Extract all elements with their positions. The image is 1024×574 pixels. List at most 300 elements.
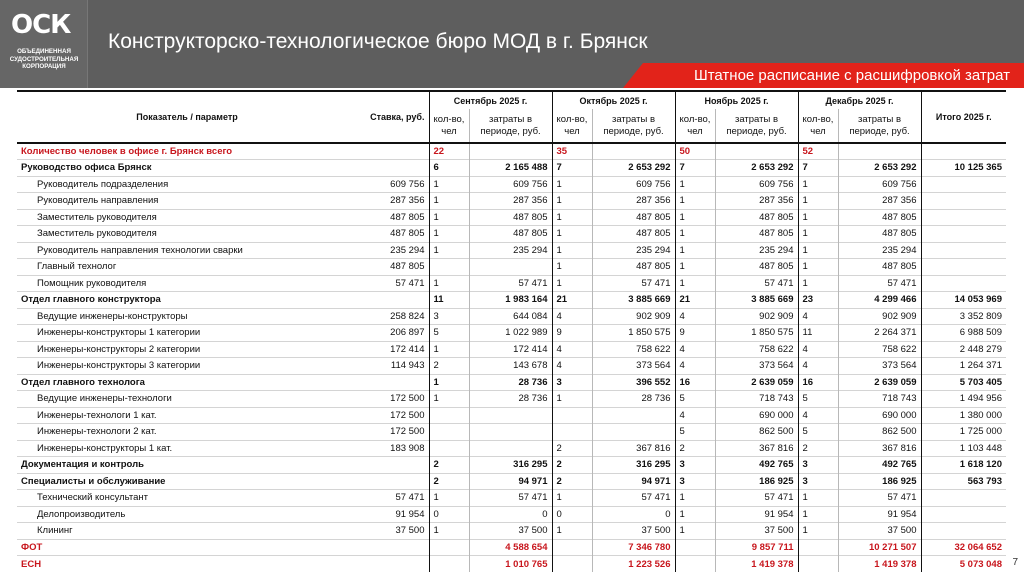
row-name: Технический консультант <box>17 490 357 507</box>
total-cell <box>921 242 1006 259</box>
count-cell: 1 <box>798 209 838 226</box>
count-cell: 1 <box>429 209 469 226</box>
table-row <box>17 490 1006 507</box>
count-cell: 4 <box>552 341 592 358</box>
cost-cell: 287 356 <box>469 193 552 210</box>
cost-cell: 487 805 <box>838 259 921 276</box>
col-month-4: Декабрь 2025 г. <box>798 91 921 109</box>
table-row <box>17 275 1006 292</box>
count-cell: 5 <box>675 424 715 441</box>
cost-cell: 91 954 <box>715 506 798 523</box>
count-cell: 1 <box>798 259 838 276</box>
count-cell: 1 <box>675 193 715 210</box>
count-cell <box>552 424 592 441</box>
cost-cell: 57 471 <box>838 275 921 292</box>
cost-cell: 37 500 <box>469 523 552 540</box>
cost-cell <box>469 259 552 276</box>
row-name: Инженеры-конструкторы 3 категории <box>17 358 357 375</box>
cost-cell: 186 925 <box>715 473 798 490</box>
cost-cell: 609 756 <box>838 176 921 193</box>
cost-cell: 235 294 <box>715 242 798 259</box>
cost-cell: 373 564 <box>715 358 798 375</box>
count-cell: 1 <box>429 226 469 243</box>
total-cell: 10 125 365 <box>921 160 1006 177</box>
count-cell: 3 <box>675 473 715 490</box>
table-row <box>17 176 1006 193</box>
count-cell: 50 <box>675 143 715 160</box>
count-cell: 1 <box>552 275 592 292</box>
row-name: Отдел главного технолога <box>17 374 357 391</box>
row-name: Главный технолог <box>17 259 357 276</box>
cost-cell <box>469 143 552 160</box>
row-name: ЕСН <box>17 556 357 573</box>
total-cell: 6 988 509 <box>921 325 1006 342</box>
count-cell: 4 <box>552 358 592 375</box>
cost-cell: 758 622 <box>592 341 675 358</box>
count-cell: 11 <box>429 292 469 309</box>
count-cell: 3 <box>429 308 469 325</box>
cost-cell: 57 471 <box>469 490 552 507</box>
cost-cell: 94 971 <box>592 473 675 490</box>
cost-cell: 487 805 <box>469 209 552 226</box>
count-cell: 1 <box>798 242 838 259</box>
rate-cell: 287 356 <box>357 193 429 210</box>
total-cell <box>921 176 1006 193</box>
count-cell: 5 <box>798 424 838 441</box>
count-cell: 0 <box>552 506 592 523</box>
cost-cell: 57 471 <box>469 275 552 292</box>
sub-count: кол-во, чел <box>798 109 838 143</box>
cost-cell: 758 622 <box>838 341 921 358</box>
count-cell: 1 <box>552 259 592 276</box>
count-cell: 35 <box>552 143 592 160</box>
table-row <box>17 391 1006 408</box>
count-cell: 2 <box>552 473 592 490</box>
count-cell: 3 <box>798 457 838 474</box>
cost-cell: 10 271 507 <box>838 539 921 556</box>
row-name: Инженеры-технологи 1 кат. <box>17 407 357 424</box>
count-cell: 1 <box>552 242 592 259</box>
total-cell: 1 380 000 <box>921 407 1006 424</box>
count-cell: 4 <box>675 358 715 375</box>
count-cell <box>552 556 592 573</box>
rate-cell: 258 824 <box>357 308 429 325</box>
total-cell: 1 264 371 <box>921 358 1006 375</box>
cost-cell: 718 743 <box>715 391 798 408</box>
count-cell: 1 <box>429 275 469 292</box>
table-row <box>17 539 1006 556</box>
count-cell: 1 <box>429 490 469 507</box>
total-cell: 1 103 448 <box>921 440 1006 457</box>
cost-cell <box>715 143 798 160</box>
rate-cell: 57 471 <box>357 490 429 507</box>
cost-cell <box>469 440 552 457</box>
sub-count: кол-во, чел <box>429 109 469 143</box>
cost-cell: 0 <box>592 506 675 523</box>
count-cell: 1 <box>675 490 715 507</box>
cost-cell: 487 805 <box>838 226 921 243</box>
table-body <box>17 143 1006 572</box>
rate-cell: 172 500 <box>357 424 429 441</box>
count-cell: 3 <box>798 473 838 490</box>
cost-cell: 3 885 669 <box>715 292 798 309</box>
total-cell: 5 073 048 <box>921 556 1006 573</box>
count-cell: 2 <box>429 457 469 474</box>
cost-cell: 2 264 371 <box>838 325 921 342</box>
cost-cell: 487 805 <box>715 209 798 226</box>
table-row <box>17 556 1006 573</box>
cost-cell: 367 816 <box>592 440 675 457</box>
count-cell: 1 <box>675 259 715 276</box>
cost-cell: 902 909 <box>838 308 921 325</box>
cost-cell: 862 500 <box>715 424 798 441</box>
cost-cell: 316 295 <box>592 457 675 474</box>
cost-cell: 28 736 <box>469 374 552 391</box>
cost-cell: 396 552 <box>592 374 675 391</box>
total-cell <box>921 193 1006 210</box>
count-cell: 1 <box>429 242 469 259</box>
table-row <box>17 523 1006 540</box>
count-cell: 4 <box>675 308 715 325</box>
total-cell: 1 618 120 <box>921 457 1006 474</box>
staffing-table <box>17 90 1006 572</box>
cost-cell: 235 294 <box>838 242 921 259</box>
count-cell: 4 <box>798 308 838 325</box>
cost-cell: 235 294 <box>592 242 675 259</box>
total-cell: 563 793 <box>921 473 1006 490</box>
sub-count: кол-во, чел <box>675 109 715 143</box>
cost-cell: 492 765 <box>715 457 798 474</box>
count-cell: 16 <box>798 374 838 391</box>
count-cell: 1 <box>675 506 715 523</box>
cost-cell: 91 954 <box>838 506 921 523</box>
count-cell: 1 <box>798 490 838 507</box>
rate-cell: 609 756 <box>357 176 429 193</box>
row-name: Количество человек в офисе г. Брянск всего <box>17 143 357 160</box>
count-cell: 16 <box>675 374 715 391</box>
cost-cell: 287 356 <box>592 193 675 210</box>
count-cell: 1 <box>429 176 469 193</box>
logo-subtitle: ОБЪЕДИНЕННАЯ СУДОСТРОИТЕЛЬНАЯ КОРПОРАЦИЯ <box>9 48 79 71</box>
rate-cell <box>357 556 429 573</box>
cost-cell: 57 471 <box>838 490 921 507</box>
count-cell <box>675 556 715 573</box>
count-cell: 1 <box>552 176 592 193</box>
count-cell: 1 <box>552 226 592 243</box>
cost-cell: 7 346 780 <box>592 539 675 556</box>
cost-cell: 287 356 <box>838 193 921 210</box>
cost-cell: 367 816 <box>715 440 798 457</box>
table-row <box>17 226 1006 243</box>
count-cell: 2 <box>552 440 592 457</box>
count-cell: 3 <box>675 457 715 474</box>
cost-cell: 316 295 <box>469 457 552 474</box>
table-row <box>17 143 1006 160</box>
table-header <box>17 91 1006 143</box>
count-cell: 4 <box>675 341 715 358</box>
cost-cell: 2 639 059 <box>715 374 798 391</box>
cost-cell <box>592 143 675 160</box>
cost-cell: 57 471 <box>592 490 675 507</box>
count-cell: 1 <box>798 193 838 210</box>
sub-cost: затраты в периоде, руб. <box>592 109 675 143</box>
count-cell: 23 <box>798 292 838 309</box>
table-row <box>17 424 1006 441</box>
count-cell: 1 <box>798 275 838 292</box>
sub-cost: затраты в периоде, руб. <box>715 109 798 143</box>
col-rate: Ставка, руб. <box>357 91 429 143</box>
total-cell: 1 725 000 <box>921 424 1006 441</box>
sub-count: кол-во, чел <box>552 109 592 143</box>
cost-cell: 487 805 <box>592 259 675 276</box>
sub-cost: затраты в периоде, руб. <box>838 109 921 143</box>
slide-header <box>0 0 1024 88</box>
count-cell: 1 <box>429 374 469 391</box>
subtitle-band <box>643 63 1024 88</box>
table-row <box>17 457 1006 474</box>
total-cell: 5 703 405 <box>921 374 1006 391</box>
rate-cell: 206 897 <box>357 325 429 342</box>
row-name: Инженеры-конструкторы 1 категории <box>17 325 357 342</box>
cost-cell: 4 588 654 <box>469 539 552 556</box>
count-cell: 1 <box>429 391 469 408</box>
row-name: Отдел главного конструктора <box>17 292 357 309</box>
total-cell <box>921 209 1006 226</box>
cost-cell: 2 639 059 <box>838 374 921 391</box>
cost-cell: 94 971 <box>469 473 552 490</box>
count-cell: 1 <box>675 242 715 259</box>
total-cell: 3 352 809 <box>921 308 1006 325</box>
rate-cell: 91 954 <box>357 506 429 523</box>
cost-cell: 758 622 <box>715 341 798 358</box>
count-cell: 4 <box>552 308 592 325</box>
cost-cell: 287 356 <box>715 193 798 210</box>
table-row <box>17 407 1006 424</box>
cost-cell: 644 084 <box>469 308 552 325</box>
row-name: Ведущие инженеры-конструкторы <box>17 308 357 325</box>
count-cell: 1 <box>798 523 838 540</box>
col-month-3: Ноябрь 2025 г. <box>675 91 798 109</box>
count-cell <box>429 259 469 276</box>
cost-cell: 57 471 <box>592 275 675 292</box>
count-cell: 5 <box>798 391 838 408</box>
row-name: Инженеры-технологи 2 кат. <box>17 424 357 441</box>
count-cell: 1 <box>552 523 592 540</box>
count-cell: 1 <box>798 176 838 193</box>
row-name: ФОТ <box>17 539 357 556</box>
row-name: Заместитель руководителя <box>17 209 357 226</box>
row-name: Специалисты и обслуживание <box>17 473 357 490</box>
cost-cell: 2 653 292 <box>592 160 675 177</box>
count-cell: 1 <box>798 226 838 243</box>
count-cell: 1 <box>675 209 715 226</box>
cost-cell: 0 <box>469 506 552 523</box>
count-cell: 1 <box>429 193 469 210</box>
table-row <box>17 374 1006 391</box>
row-name: Руководство офиса Брянск <box>17 160 357 177</box>
count-cell: 2 <box>429 358 469 375</box>
count-cell: 9 <box>552 325 592 342</box>
count-cell: 1 <box>675 226 715 243</box>
table-row <box>17 308 1006 325</box>
cost-cell: 143 678 <box>469 358 552 375</box>
count-cell <box>429 440 469 457</box>
cost-cell: 609 756 <box>469 176 552 193</box>
count-cell: 1 <box>552 391 592 408</box>
count-cell: 7 <box>552 160 592 177</box>
cost-cell: 2 165 488 <box>469 160 552 177</box>
cost-cell: 2 653 292 <box>715 160 798 177</box>
count-cell: 1 <box>552 209 592 226</box>
count-cell: 5 <box>429 325 469 342</box>
cost-cell: 28 736 <box>469 391 552 408</box>
row-name: Заместитель руководителя <box>17 226 357 243</box>
count-cell <box>552 407 592 424</box>
count-cell <box>429 556 469 573</box>
rate-cell: 114 943 <box>357 358 429 375</box>
cost-cell: 28 736 <box>592 391 675 408</box>
count-cell: 1 <box>552 193 592 210</box>
count-cell: 1 <box>675 523 715 540</box>
rate-cell: 487 805 <box>357 226 429 243</box>
total-cell <box>921 226 1006 243</box>
cost-cell: 3 885 669 <box>592 292 675 309</box>
count-cell: 5 <box>675 391 715 408</box>
row-name: Делопроизводитель <box>17 506 357 523</box>
count-cell: 1 <box>675 176 715 193</box>
cost-cell: 4 299 466 <box>838 292 921 309</box>
total-cell: 2 448 279 <box>921 341 1006 358</box>
count-cell: 1 <box>675 275 715 292</box>
cost-cell: 902 909 <box>592 308 675 325</box>
count-cell: 4 <box>798 358 838 375</box>
count-cell: 0 <box>429 506 469 523</box>
rate-cell <box>357 374 429 391</box>
col-param: Показатель / параметр <box>17 91 357 143</box>
cost-cell: 487 805 <box>469 226 552 243</box>
count-cell: 11 <box>798 325 838 342</box>
rate-cell <box>357 292 429 309</box>
count-cell: 21 <box>675 292 715 309</box>
rate-cell <box>357 160 429 177</box>
cost-cell: 609 756 <box>592 176 675 193</box>
total-cell <box>921 143 1006 160</box>
table-row <box>17 341 1006 358</box>
row-name: Руководитель направления технологии сварки <box>17 242 357 259</box>
total-cell <box>921 506 1006 523</box>
cost-cell: 373 564 <box>592 358 675 375</box>
cost-cell: 37 500 <box>592 523 675 540</box>
cost-cell <box>592 407 675 424</box>
table-row <box>17 506 1006 523</box>
row-name: Инженеры-конструкторы 1 кат. <box>17 440 357 457</box>
table-row <box>17 358 1006 375</box>
count-cell: 2 <box>798 440 838 457</box>
count-cell: 7 <box>675 160 715 177</box>
cost-cell <box>469 424 552 441</box>
cost-cell: 487 805 <box>715 226 798 243</box>
cost-cell: 690 000 <box>715 407 798 424</box>
rate-cell: 183 908 <box>357 440 429 457</box>
col-month-2: Октябрь 2025 г. <box>552 91 675 109</box>
table-row <box>17 292 1006 309</box>
row-name: Руководитель направления <box>17 193 357 210</box>
cost-cell: 367 816 <box>838 440 921 457</box>
cost-cell: 373 564 <box>838 358 921 375</box>
row-name: Инженеры-конструкторы 2 категории <box>17 341 357 358</box>
count-cell: 1 <box>552 490 592 507</box>
count-cell <box>429 539 469 556</box>
cost-cell: 1 850 575 <box>715 325 798 342</box>
count-cell: 9 <box>675 325 715 342</box>
count-cell: 52 <box>798 143 838 160</box>
total-cell: 14 053 969 <box>921 292 1006 309</box>
logo-mark <box>11 10 70 40</box>
count-cell <box>798 556 838 573</box>
cost-cell: 718 743 <box>838 391 921 408</box>
table-row <box>17 440 1006 457</box>
table-row <box>17 325 1006 342</box>
cost-cell: 609 756 <box>715 176 798 193</box>
cost-cell: 487 805 <box>592 209 675 226</box>
cost-cell: 57 471 <box>715 275 798 292</box>
total-cell: 1 494 956 <box>921 391 1006 408</box>
count-cell: 21 <box>552 292 592 309</box>
cost-cell: 487 805 <box>715 259 798 276</box>
count-cell: 7 <box>798 160 838 177</box>
table-row <box>17 160 1006 177</box>
cost-cell: 862 500 <box>838 424 921 441</box>
rate-cell: 487 805 <box>357 209 429 226</box>
sub-cost: затраты в периоде, руб. <box>469 109 552 143</box>
table-row <box>17 193 1006 210</box>
cost-cell: 57 471 <box>715 490 798 507</box>
count-cell <box>675 539 715 556</box>
cost-cell <box>838 143 921 160</box>
count-cell: 1 <box>798 506 838 523</box>
cost-cell <box>592 424 675 441</box>
count-cell <box>429 407 469 424</box>
cost-cell: 492 765 <box>838 457 921 474</box>
cost-cell: 172 414 <box>469 341 552 358</box>
row-name: Руководитель подразделения <box>17 176 357 193</box>
cost-cell: 37 500 <box>715 523 798 540</box>
table-row <box>17 209 1006 226</box>
page-subtitle: Штатное расписание с расшифровкой затрат <box>693 67 1010 84</box>
count-cell: 2 <box>552 457 592 474</box>
col-month-1: Сентябрь 2025 г. <box>429 91 552 109</box>
total-cell <box>921 275 1006 292</box>
rate-cell <box>357 473 429 490</box>
table-row <box>17 242 1006 259</box>
cost-cell: 1 022 989 <box>469 325 552 342</box>
count-cell: 3 <box>552 374 592 391</box>
count-cell: 4 <box>675 407 715 424</box>
count-cell <box>429 424 469 441</box>
logo-text: ОСК <box>11 10 71 40</box>
cost-cell: 1 983 164 <box>469 292 552 309</box>
rate-cell <box>357 539 429 556</box>
cost-cell: 235 294 <box>469 242 552 259</box>
rate-cell <box>357 143 429 160</box>
cost-cell <box>469 407 552 424</box>
rate-cell: 487 805 <box>357 259 429 276</box>
count-cell: 6 <box>429 160 469 177</box>
cost-cell: 37 500 <box>838 523 921 540</box>
rate-cell: 57 471 <box>357 275 429 292</box>
total-cell <box>921 523 1006 540</box>
cost-cell: 1 850 575 <box>592 325 675 342</box>
